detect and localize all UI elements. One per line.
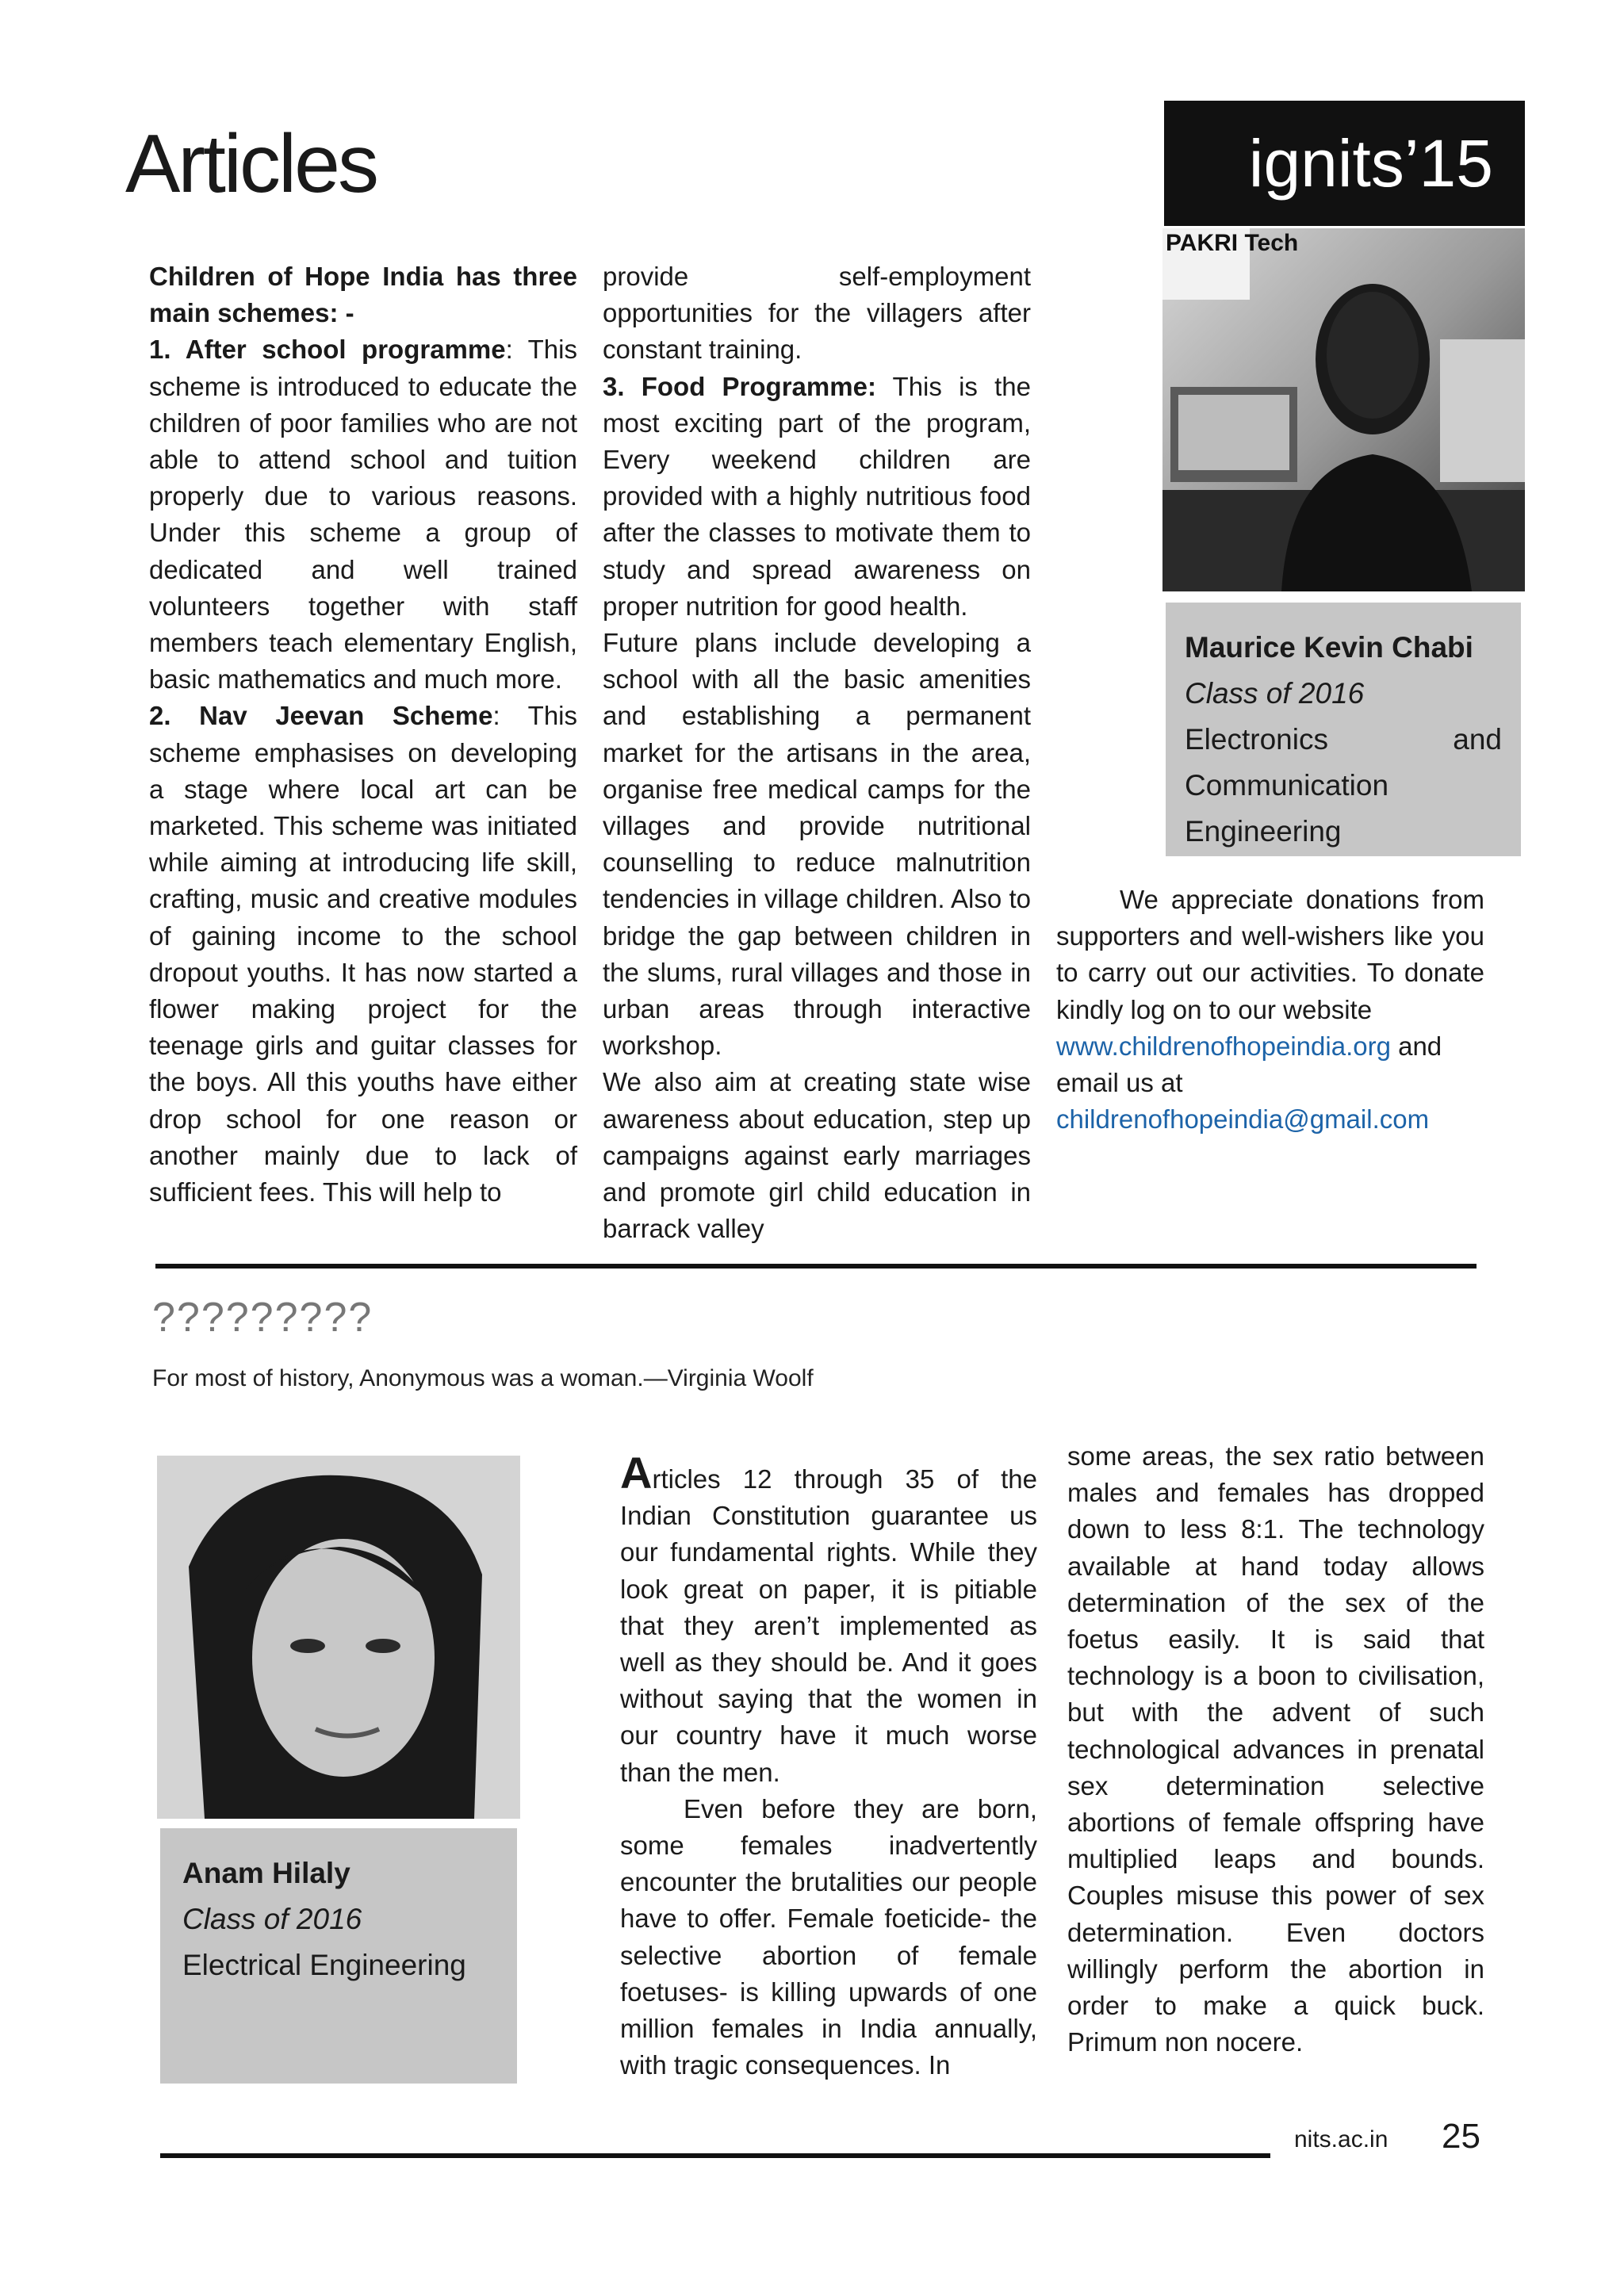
- article1-intro: Children of Hope India has three main schemes: -: [149, 262, 577, 328]
- email-link[interactable]: childrenofhopeindia@gmail.com: [1056, 1104, 1430, 1135]
- author-department: Electronics and Communication Engineering: [1185, 723, 1502, 848]
- article1-column-2: [603, 258, 1031, 1247]
- footer-site[interactable]: nits.ac.in: [1294, 2126, 1388, 2152]
- photo-sign-text: PAKRI Tech: [1166, 230, 1299, 256]
- article2-quote: For most of history, Anonymous was a woman.—Virginia Woolf: [152, 1365, 814, 1391]
- scheme1-text: : This scheme is introduced to educate the children of poor families who are not able to attend school and tuition properly due to various reasons. Under this scheme a group of dedicated and well trained volunteers together with staff members teach elementary English, basic mathematics and much more.: [149, 335, 577, 695]
- article2-col1-p2: Even before they are born, some females inadvertently encounter the brutalities our people have to offer. Female foeticide- the selective abortion of female foetuses- is killing upwards of one million females in India annually, with tragic consequences. In: [620, 1793, 1037, 2080]
- scheme3-text: This is the most exciting part of the program, Every weekend children are provided with a highly nutritious food after the classes to motivate them to study and spread awareness on proper nutrition for good health.: [603, 371, 1031, 621]
- page-number: 25: [1442, 2117, 1480, 2156]
- scheme3-heading: 3. Food Programme:: [603, 371, 876, 401]
- author-department: Electrical Engineering: [182, 1949, 466, 1981]
- author-name: Maurice Kevin Chabi: [1185, 631, 1473, 664]
- author-class: Class of 2016: [182, 1903, 362, 1935]
- scheme2-heading: 2. Nav Jeevan Scheme: [149, 701, 493, 731]
- scheme1-heading: 1. After school programme: [149, 335, 506, 365]
- section-divider: [155, 1264, 1477, 1269]
- article2-title: ?????????: [152, 1295, 373, 1341]
- footer-rule: [160, 2153, 1270, 2158]
- article2-col2-p1: some areas, the sex ratio between males and females has dropped down to less 8:1. The technology available at hand today allows determination of the sex of the foetus easily. It is said that technology is a boon to civilisation, but with the advent of such technological advances in prenatal sex determination selective abortions of female offspring have multiplied leaps and bounds. Couples misuse this power of sex determination. Even doctors willingly perform the abortion in order to make a quick buck. Primum non nocere.: [1067, 1441, 1484, 2057]
- article2-column-2: [1067, 1438, 1484, 2061]
- author-name: Anam Hilaly: [182, 1857, 350, 1889]
- author-photo-anam-image: [157, 1456, 520, 1819]
- email-label: email us at: [1056, 1068, 1183, 1098]
- scheme2-text: : This scheme emphasises on developing a stage where local art can be marketed. This scheme was initiated while aiming at introducing life skill, crafting, music and creative modules of gaining income to the school dropout youths. It has now started a flower making project for the teenage girls and guitar classes for the boys. All this youths have either drop school for one reason or another mainly due to lack of sufficient fees. This will help to: [149, 701, 577, 1207]
- author-class: Class of 2016: [1185, 677, 1365, 710]
- donation-block: [1056, 882, 1484, 1138]
- author-photo-maurice: [1162, 228, 1525, 591]
- author-photo-anam: [157, 1456, 520, 1819]
- page-title: Articles: [125, 118, 377, 210]
- author-caption-maurice: [1166, 603, 1521, 856]
- article1-column-1: [149, 258, 577, 1211]
- article1-col2-p4: We also aim at creating state wise awareness about education, step up campaigns against early marriages and promote girl child education in barrack valley: [603, 1067, 1031, 1244]
- website-link[interactable]: www.childrenofhopeindia.org: [1056, 1031, 1391, 1061]
- author-caption-anam: [160, 1828, 517, 2084]
- article1-col2-p1: provide self-employment opportunities for the villagers after constant training.: [603, 262, 1031, 365]
- article2-column-1: [620, 1448, 1037, 2084]
- magazine-brand: ignits’15: [1164, 101, 1525, 226]
- article1-col2-p3: Future plans include developing a school with all the basic amenities and establishing a permanent market for the artisans in the area, organise free medical camps for the villages and provide nutritional counselling to reduce malnutrition tendencies in village children. Also to bridge the gap between children in the slums, rural villages and those in urban areas through interactive workshop.: [603, 628, 1031, 1061]
- article2-col1-p1: rticles 12 through 35 of the Indian Constitution guarantee us our fundamental rights. While they look great on paper, it is pitiable that they aren’t implemented as well as they should be. And it goes without saying that the women in our country have it much worse than the men.: [620, 1464, 1037, 1787]
- donation-text: We appreciate donations from supporters and well-wishers like you to carry out our activities. To donate kindly log on to our website: [1056, 885, 1484, 1024]
- drop-cap: A: [620, 1448, 653, 1498]
- donation-and: and: [1390, 1031, 1442, 1061]
- author-photo-maurice-image: [1162, 228, 1525, 591]
